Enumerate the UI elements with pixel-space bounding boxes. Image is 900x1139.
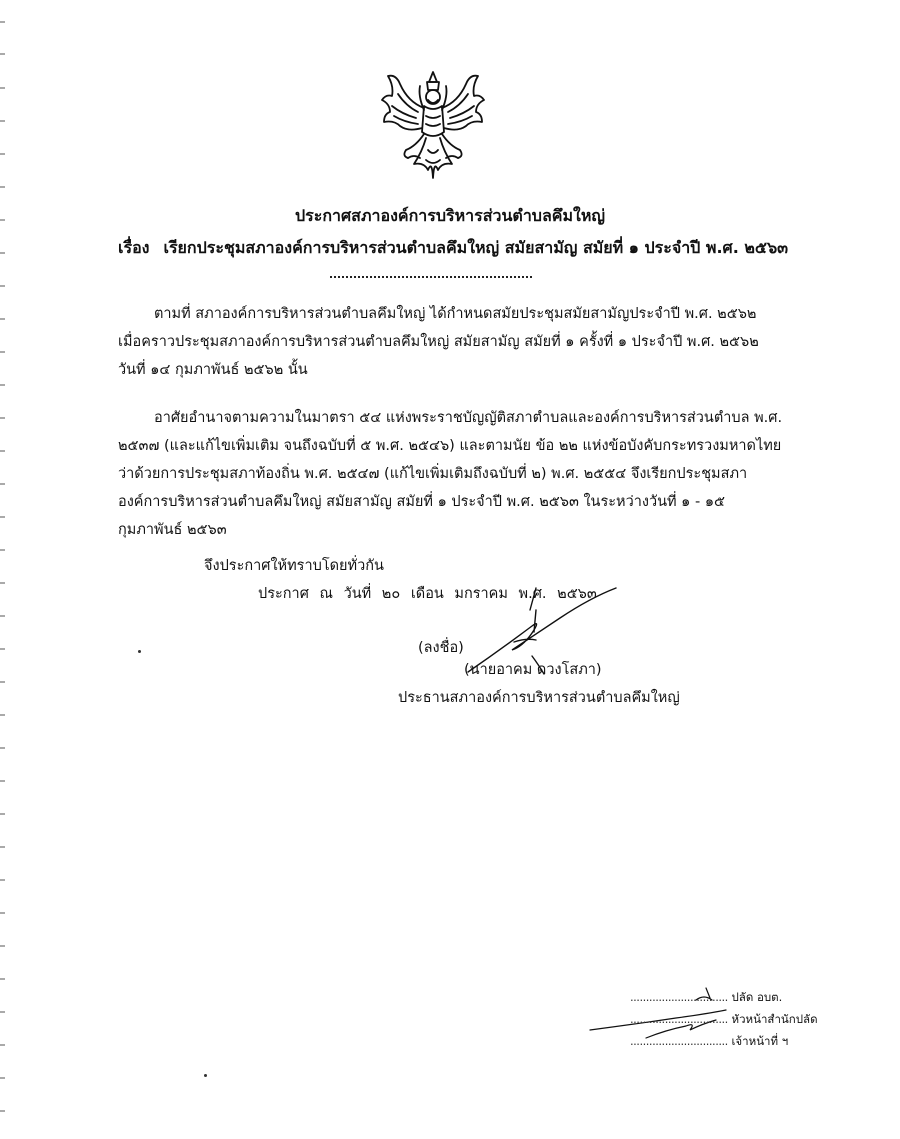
paragraph-line: ตามที่ สภาองค์การบริหารส่วนตำบลคึมใหญ่ ได้กำหนดสมัยประชุมสมัยสามัญประจำปี พ.ศ. ๒๕๖๒	[154, 306, 757, 322]
sign-label: (ลงชื่อ)	[418, 640, 464, 656]
paragraph-line: ๒๕๓๗ (และแก้ไขเพิ่มเติม จนถึงฉบับที่ ๕ พ.ศ. ๒๕๔๖) และตามนัย ข้อ ๒๒ แห่งข้อบังคับกระทรวงมหาดไทย	[118, 438, 782, 454]
subject-text: เรียกประชุมสภาองค์การบริหารส่วนตำบลคึมใหญ่ สมัยสามัญ สมัยที่ ๑ ประจำปี พ.ศ. ๒๕๖๓	[163, 238, 789, 257]
initials-role: หัวหน้าสำนักปลัด	[731, 1012, 818, 1026]
subject-label: เรื่อง	[118, 238, 150, 257]
document-title: ประกาศสภาองค์การบริหารส่วนตำบลคึมใหญ่	[295, 206, 605, 225]
document-subject	[118, 236, 788, 261]
dotted-separator	[330, 276, 532, 278]
initials-row: ............................... เจ้าหน้าที่ ฯ	[630, 1034, 789, 1048]
paragraph-line: ว่าด้วยการประชุมสภาท้องถิ่น พ.ศ. ๒๕๔๗ (แก้ไขเพิ่มเติมถึงฉบับที่ ๒) พ.ศ. ๒๕๕๔ จึงเรียกประชุมสภา	[118, 466, 748, 482]
paragraph-line: กุมภาพันธ์ ๒๕๖๓	[118, 522, 227, 538]
paragraph-2	[118, 404, 810, 544]
signer-position: ประธานสภาองค์การบริหารส่วนตำบลคึมใหญ่	[398, 690, 680, 706]
initials-role: ปลัด อบต.	[731, 990, 783, 1004]
scan-margin-marks	[0, 0, 10, 1139]
paragraph-line: องค์การบริหารส่วนตำบลคึมใหญ่ สมัยสามัญ สมัยที่ ๑ ประจำปี พ.ศ. ๒๕๖๓ ในระหว่างวันที่ ๑ - ๑๕	[118, 494, 726, 510]
signer-name: (นายอาคม ดวงโสภา)	[464, 662, 602, 678]
paragraph-line: วันที่ ๑๔ กุมภาพันธ์ ๒๕๖๒ นั้น	[118, 362, 308, 378]
paragraph-line: อาศัยอำนาจตามความในมาตรา ๕๔ แห่งพระราชบัญญัติสภาตำบลและองค์การบริหารส่วนตำบล พ.ศ.	[154, 410, 783, 426]
scan-speck	[204, 1074, 207, 1077]
announcement-date: ประกาศ ณ วันที่ ๒๐ เดือน มกราคม พ.ศ. ๒๕๖๓	[258, 586, 597, 602]
paragraph-line: เมื่อคราวประชุมสภาองค์การบริหารส่วนตำบลคึมใหญ่ สมัยสามัญ สมัยที่ ๑ ครั้งที่ ๑ ประจำปี พ.ศ. ๒๕๖๒	[118, 334, 759, 350]
initials-row: ............................... ปลัด อบต.	[630, 990, 783, 1004]
paragraph-1	[118, 300, 810, 384]
scan-speck	[138, 650, 141, 653]
initials-role: เจ้าหน้าที่ ฯ	[731, 1034, 789, 1048]
initials-row: ............................... หัวหน้าสำนักปลัด	[630, 1012, 818, 1026]
garuda-emblem-icon	[378, 66, 488, 184]
initials-block	[630, 986, 818, 1052]
announcement-line: จึงประกาศให้ทราบโดยทั่วกัน	[204, 558, 384, 574]
